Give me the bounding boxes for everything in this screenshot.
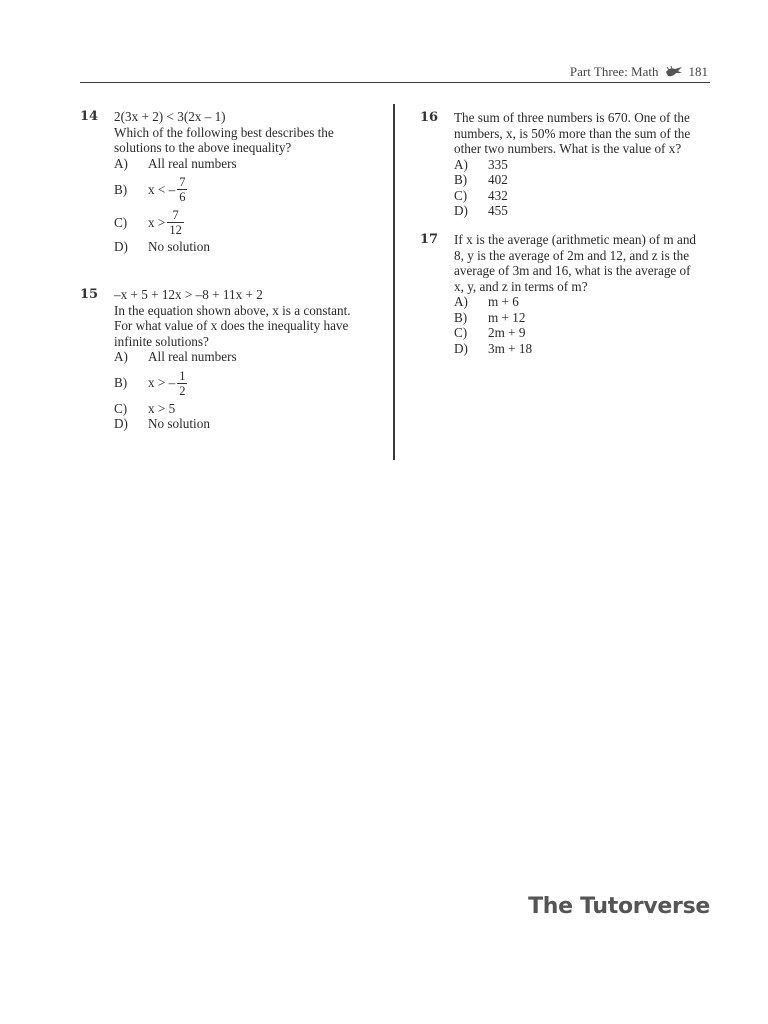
- choice-c[interactable]: [114, 401, 351, 417]
- choice-text: All real numbers: [148, 155, 237, 171]
- choice-label: C): [454, 187, 468, 203]
- brand-watermark: The Tutorverse: [528, 894, 710, 919]
- question-body: [454, 232, 696, 356]
- question-body: [114, 287, 351, 432]
- choice-b[interactable]: [454, 172, 690, 188]
- choice-a[interactable]: [114, 156, 334, 172]
- page-number: 181: [688, 64, 708, 79]
- choice-label: C): [114, 400, 128, 416]
- question-body: [114, 109, 334, 255]
- question-stem: The sum of three numbers is 670. One of the numbers, x, is 50% more than the sum of the other two numbers. What is the value of x?: [454, 110, 691, 156]
- choice-label: D): [114, 416, 128, 431]
- choice-prefix: x >: [148, 214, 166, 230]
- question-stem: Which of the following best describes the solutions to the above inequality?: [114, 124, 334, 155]
- choice-prefix: x < –: [148, 181, 176, 197]
- fraction: [177, 369, 187, 398]
- column-divider: [393, 104, 395, 460]
- choice-label: C): [454, 325, 468, 340]
- page-header: [80, 64, 710, 83]
- choice-d[interactable]: [114, 239, 334, 255]
- question-number: 17: [420, 232, 439, 247]
- choice-label: A): [114, 349, 128, 364]
- choice-c[interactable]: [114, 208, 334, 237]
- choice-label: D): [114, 239, 128, 254]
- question-body: [454, 110, 690, 219]
- choice-text: m + 6: [488, 294, 519, 309]
- fraction: [177, 175, 187, 204]
- choice-text: x > 5: [148, 400, 176, 416]
- fraction-denominator: 2: [179, 383, 186, 398]
- choice-prefix: x > –: [148, 375, 176, 391]
- choice-label: A): [454, 294, 468, 309]
- choice-text: 335: [488, 156, 508, 172]
- question-number: 15: [80, 287, 99, 302]
- choice-a[interactable]: [454, 157, 690, 173]
- choice-label: B): [114, 181, 128, 197]
- choice-text: 402: [488, 172, 508, 187]
- fraction: [167, 208, 184, 237]
- choice-b[interactable]: [114, 369, 351, 398]
- choice-text: 455: [488, 203, 508, 218]
- fraction-denominator: 6: [179, 190, 186, 204]
- choice-label: A): [114, 155, 128, 171]
- fraction-denominator: 12: [169, 223, 182, 237]
- fraction-numerator: 7: [179, 175, 186, 189]
- question-stem: In the equation shown above, x is a constant. For what value of x does the inequality have infinite solutions?: [114, 302, 351, 349]
- choice-d[interactable]: [454, 341, 696, 357]
- choice-b[interactable]: [114, 175, 334, 204]
- choice-label: A): [454, 156, 468, 172]
- choice-a[interactable]: [114, 349, 351, 365]
- question-number: 14: [80, 109, 99, 124]
- question-equation: 2(3x + 2) < 3(2x – 1): [114, 109, 226, 124]
- question-number: 16: [420, 110, 439, 125]
- choice-text: No solution: [148, 416, 210, 431]
- fraction-numerator: 1: [179, 368, 186, 383]
- choice-d[interactable]: [454, 203, 690, 219]
- dragon-logo-icon: [665, 66, 683, 78]
- choice-text: 3m + 18: [488, 340, 533, 356]
- section-title: Part Three: Math: [569, 64, 659, 79]
- question-equation: –x + 5 + 12x > –8 + 11x + 2: [114, 287, 263, 302]
- choice-c[interactable]: [454, 188, 690, 204]
- choice-label: D): [454, 203, 468, 218]
- choice-text: 2m + 9: [488, 325, 526, 340]
- choice-label: D): [454, 340, 468, 356]
- choice-text: No solution: [148, 239, 210, 254]
- choice-a[interactable]: [454, 294, 696, 310]
- choice-label: C): [114, 214, 128, 230]
- choice-b[interactable]: [454, 310, 696, 326]
- fraction-numerator: 7: [172, 208, 179, 222]
- choice-text: m + 12: [488, 309, 526, 325]
- choice-d[interactable]: [114, 416, 351, 432]
- question-stem: If x is the average (arithmetic mean) of m and 8, y is the average of 2m and 12, and z is the average of 3m and 16, what is the average of x, y, and z in terms of m?: [454, 232, 697, 294]
- choice-text: All real numbers: [148, 349, 237, 364]
- choice-label: B): [454, 172, 468, 187]
- choice-label: B): [114, 375, 128, 391]
- choice-text: 432: [488, 187, 508, 203]
- header-text: [570, 64, 708, 80]
- choice-label: B): [454, 309, 468, 325]
- choice-c[interactable]: [454, 325, 696, 341]
